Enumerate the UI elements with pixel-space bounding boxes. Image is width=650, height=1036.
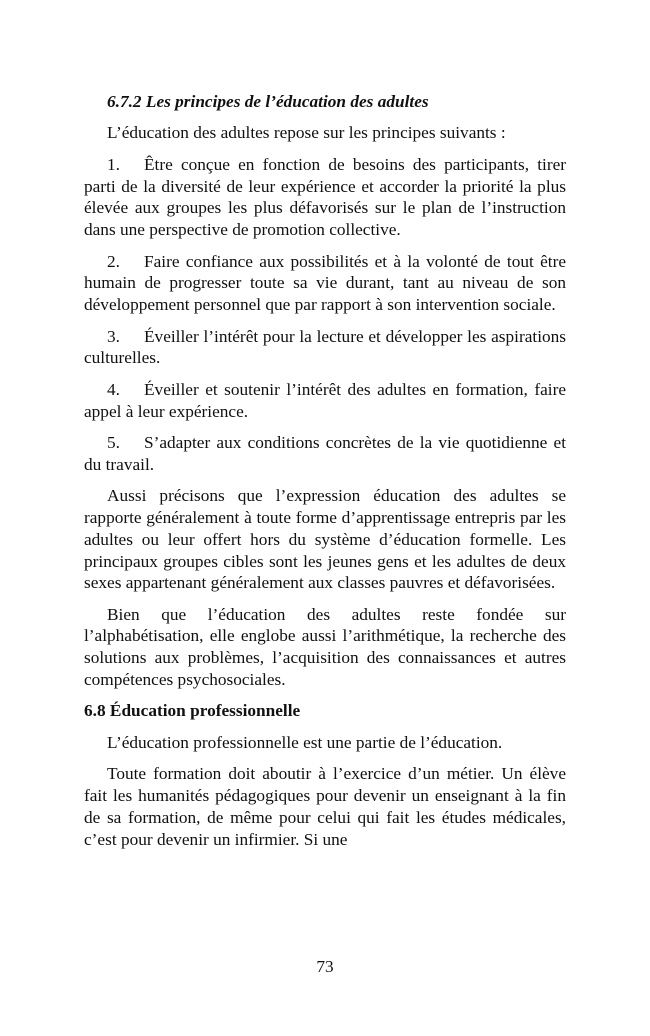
section-heading-6-7-2: 6.7.2 Les principes de l’éducation des adultes xyxy=(107,92,429,111)
principle-text-4: Éveiller et soutenir l’intérêt des adultes en formation, faire appel à leur expérience. xyxy=(84,379,566,421)
principle-item-3 xyxy=(84,326,566,370)
section-heading-6-8: 6.8 Éducation professionnelle xyxy=(84,701,301,721)
principle-number-3: 3. xyxy=(107,326,120,346)
principle-item-5 xyxy=(84,432,566,476)
principle-item-2 xyxy=(84,251,566,316)
principle-number-4: 4. xyxy=(107,379,120,399)
principle-text-5: S’adapter aux conditions concrètes de la vie quotidienne et du travail. xyxy=(84,432,566,474)
page-number: 73 xyxy=(316,957,334,976)
principle-item-1 xyxy=(84,154,566,241)
professional-education-paragraph-2: Toute formation doit aboutir à l’exercice d’un métier. Un élève fait les humanités pédagogiques pour devenir un enseignant à la fin de sa formation, de même pour celui qui fait les études médicales, c’est pour devenir un infirmier. Si une xyxy=(84,764,566,849)
principle-number-2: 2. xyxy=(107,251,120,271)
principle-number-1: 1. xyxy=(107,154,120,174)
principle-text-1: Être conçue en fonction de besoins des participants, tirer parti de la diversité de leur expérience et accorder la priorité la plus élevée aux groupes les plus défavorisés sur le plan de l’instruction dans une perspective de promotion collective. xyxy=(84,154,566,240)
principle-item-4 xyxy=(84,379,566,423)
paragraph-bien-que: Bien que l’éducation des adultes reste fondée sur l’alphabétisation, elle englobe aussi l’arithmétique, la recherche des solutions aux problèmes, l’acquisition des connaissances et autres compétences psychosociales. xyxy=(84,604,566,690)
paragraph-aussi: Aussi précisons que l’expression éducation des adultes se rapporte généralement à toute forme d’apprentissage entrepris par les adultes ou leur offert hors du système d’éducation formelle. Les principaux groupes cibles sont les jeunes gens et les adultes de deux sexes appartenant généralement aux classes pauvres et défavorisées. xyxy=(84,486,566,593)
principle-number-5: 5. xyxy=(107,432,120,452)
principle-text-3: Éveiller l’intérêt pour la lecture et développer les aspirations culturelles. xyxy=(84,326,566,368)
principles-intro: L’éducation des adultes repose sur les principes suivants : xyxy=(107,123,506,143)
professional-education-paragraph-1: L’éducation professionnelle est une partie de l’éducation. xyxy=(107,732,503,752)
principle-text-2: Faire confiance aux possibilités et à la volonté de tout être humain de progresser toute sa vie durant, tant au niveau de son développement personnel que par rapport à son intervention sociale. xyxy=(84,251,566,315)
page-body xyxy=(84,91,566,860)
